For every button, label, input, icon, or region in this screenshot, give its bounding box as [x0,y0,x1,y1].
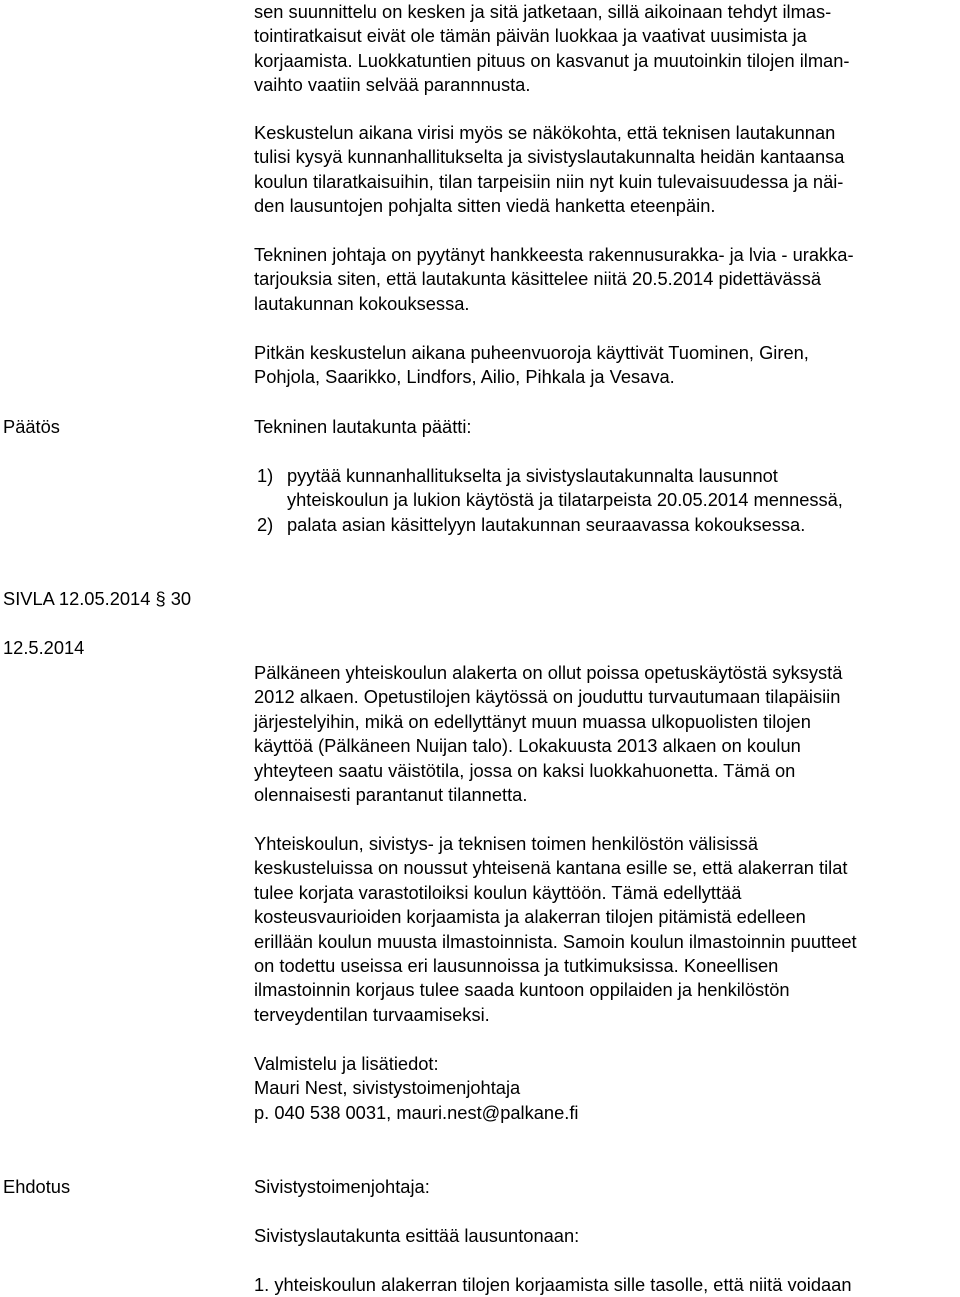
text-line: palata asian käsittelyyn lautakunnan seuraavassa kokouksessa. [287,514,806,535]
text-line: ilmastoinnin korjaus tulee saada kuntoon oppilaiden ja henkilöstön [254,979,790,1001]
contact-heading: Valmistelu ja lisätiedot: [254,1053,439,1074]
text-line: terveydentilan turvaamiseksi. [254,1003,490,1025]
section-reference: SIVLA 12.05.2014 § 30 [3,588,192,609]
proposal-statement: Sivistyslautakunta esittää lausuntonaan: [254,1225,580,1246]
list-number: 1) [257,465,274,486]
text-line: den lausuntojen pohjalta sitten viedä hanketta eteenpäin. [254,195,716,217]
contact-name: Mauri Nest, sivistystoimenjohtaja [254,1077,521,1099]
intro-paragraph [254,0,960,98]
text-line: korjaamista. Luokkatuntien pituus on kasvanut ja muutoinkin tilojen ilman- [254,49,850,71]
text-line: yhteyteen saatu väistötila, jossa on kaksi luokkahuonetta. Tämä on [254,759,796,781]
text-line: keskusteluissa on noussut yhteisenä kantana esille se, että alakerran tilat [254,857,848,879]
text-line: olennaisesti parantanut tilannetta. [254,783,528,805]
text-line: Pälkäneen yhteiskoulun alakerta on ollut poissa opetuskäytöstä syksystä [254,662,843,683]
text-line: kosteusvaurioiden korjaamista ja alakerran tilojen pitämistä edelleen [254,906,806,928]
text-line: järjestelyihin, mikä on edellyttänyt muun muassa ulkopuolisten tilojen [254,710,811,732]
text-line: Pitkän keskustelun aikana puheenvuoroja käyttivät Tuominen, Giren, [254,342,809,363]
text-line: koulun tilaratkaisuihin, tilan tarpeisiin niin nyt kuin tulevaisuudessa ja näi- [254,170,844,192]
decision-side-label: Päätös [3,416,60,437]
proposal-item-1: 1. yhteiskoulun alakerran tilojen korjaamista sille tasolle, että niitä voidaan [254,1274,852,1295]
contact-details: p. 040 538 0031, mauri.nest@palkane.fi [254,1101,579,1123]
background-paragraph [254,661,960,807]
text-line: erillään koulun muusta ilmastoinnista. Samoin koulun ilmastoinnin puutteet [254,930,857,952]
text-line: vaihto vaatiin selvää parannnusta. [254,74,531,96]
text-line: tarjouksia siten, että lautakunta käsittelee niitä 20.5.2014 pidettävässä [254,268,822,290]
proposal-side-label: Ehdotus [3,1176,71,1197]
text-line: pyytää kunnanhallitukselta ja sivistyslautakunnalta lausunnot [287,465,778,486]
text-line: tointiratkaisut eivät ole tämän päivän luokkaa ja vaativat uusimista ja [254,25,807,47]
text-line: 2012 alkaen. Opetustilojen käytössä on jouduttu turvautumaan tilapäisiin [254,686,841,708]
list-number: 2) [257,514,274,535]
text-line: tulee korjata varastotiloiksi koulun käyttöön. Tämä edellyttää [254,881,742,903]
staff-paragraph [254,832,960,1027]
text-line: lautakunnan kokouksessa. [254,292,470,314]
text-line: Yhteiskoulun, sivistys- ja teknisen toimen henkilöstön välisissä [254,833,758,854]
list-item-text [287,513,805,537]
text-line: sen suunnittelu on kesken ja sitä jatketaan, sillä aikoinaan tehdyt ilmas- [254,1,832,22]
discussion-paragraph [254,121,960,219]
decision-heading: Tekninen lautakunta päätti: [254,416,472,437]
text-line: Keskustelun aikana virisi myös se näkökohta, että teknisen lautakunnan [254,122,836,143]
text-line: Tekninen johtaja on pyytänyt hankkeesta rakennusurakka- ja lvia - urakka- [254,244,854,265]
proposal-role: Sivistystoimenjohtaja: [254,1176,430,1197]
speakers-paragraph [254,341,960,390]
list-item-text [287,464,843,513]
text-line: tulisi kysyä kunnanhallitukselta ja sivistyslautakunnalta heidän kantaansa [254,146,845,168]
contact-block [254,1052,960,1125]
text-line: Pohjola, Saarikko, Lindfors, Ailio, Pihkala ja Vesava. [254,366,675,388]
text-line: yhteiskoulun ja lukion käytöstä ja tilatarpeista 20.05.2014 mennessä, [287,489,843,511]
meeting-date: 12.5.2014 [3,637,85,658]
technical-director-paragraph [254,243,960,316]
text-line: käyttöä (Pälkäneen Nuijan talo). Lokakuusta 2013 alkaen on koulun [254,735,801,757]
text-line: on todettu useissa eri lausunnoissa ja tutkimuksissa. Koneellisen [254,954,779,976]
